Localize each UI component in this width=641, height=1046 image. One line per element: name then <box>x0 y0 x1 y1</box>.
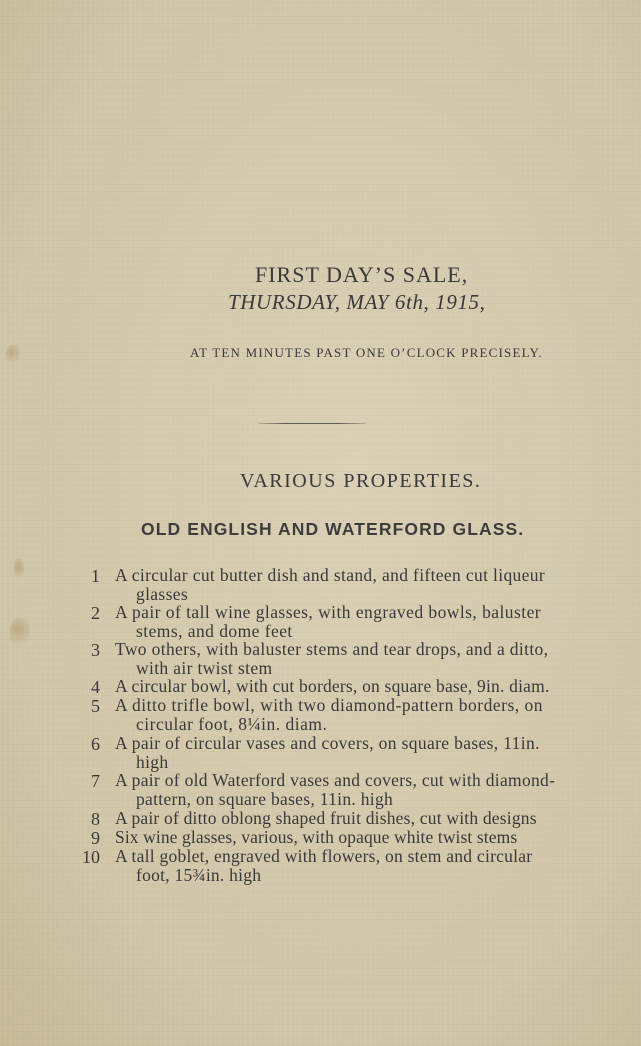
lot-line: circular foot, 8¼in. diam. <box>136 713 328 734</box>
lot-description <box>115 734 635 771</box>
lot-number: 3 <box>91 640 100 660</box>
lot-description <box>115 696 635 733</box>
lot-description <box>115 809 635 828</box>
sale-title: FIRST DAY’S SALE, <box>255 262 469 287</box>
lot-description <box>115 847 635 884</box>
paper-stain <box>14 558 24 580</box>
section-heading: OLD ENGLISH AND WATERFORD GLASS. <box>141 519 525 539</box>
divider-rule <box>258 423 366 424</box>
lot-number: 1 <box>91 566 100 586</box>
lot-line: Two others, with baluster stems and tear drops, and a ditto, <box>115 639 549 659</box>
lot-description <box>115 677 635 696</box>
lot-number: 8 <box>91 809 100 829</box>
lot-description <box>115 828 635 847</box>
lot-description <box>115 603 635 640</box>
lot-line: stems, and dome feet <box>136 620 293 641</box>
lot-line: A pair of old Waterford vases and covers, cut with diamond- <box>115 770 556 790</box>
sale-date: THURSDAY, MAY 6th, 1915, <box>228 290 486 314</box>
various-properties-heading: VARIOUS PROPERTIES. <box>240 470 482 492</box>
lot-line: with air twist stem <box>136 657 273 678</box>
lot-line: high <box>136 751 169 772</box>
lot-number: 6 <box>91 734 100 754</box>
lot-line: pattern, on square bases, 11in. high <box>136 788 394 809</box>
lot-line: A pair of tall wine glasses, with engraved bowls, baluster <box>115 602 542 622</box>
lot-number: 9 <box>91 828 100 848</box>
lot-number: 5 <box>91 696 100 716</box>
lot-description <box>115 640 635 677</box>
lot-description <box>115 566 635 603</box>
paper-stain <box>10 618 30 646</box>
lot-line: A circular cut butter dish and stand, and fifteen cut liqueur <box>115 565 546 585</box>
lot-line: foot, 15¾in. high <box>136 864 262 885</box>
lot-line: Six wine glasses, various, with opaque white twist stems <box>115 827 518 847</box>
lot-number: 4 <box>91 677 100 697</box>
lot-line: A ditto trifle bowl, with two diamond-pattern borders, on <box>115 695 544 715</box>
lot-line: A pair of ditto oblong shaped fruit dishes, cut with designs <box>115 808 537 828</box>
lot-line: A circular bowl, with cut borders, on square base, 9in. diam. <box>115 676 550 696</box>
lot-line: A pair of circular vases and covers, on square bases, 11in. <box>115 733 540 753</box>
lot-number: 10 <box>82 847 100 867</box>
lot-line: A tall goblet, engraved with flowers, on stem and circular <box>115 846 533 866</box>
lot-line: glasses <box>136 583 189 604</box>
paper-stain <box>6 345 20 363</box>
lot-number: 2 <box>91 603 100 623</box>
sale-time: AT TEN MINUTES PAST ONE O’CLOCK PRECISELY. <box>190 345 543 360</box>
lot-description <box>115 771 635 808</box>
lot-number: 7 <box>91 771 100 791</box>
